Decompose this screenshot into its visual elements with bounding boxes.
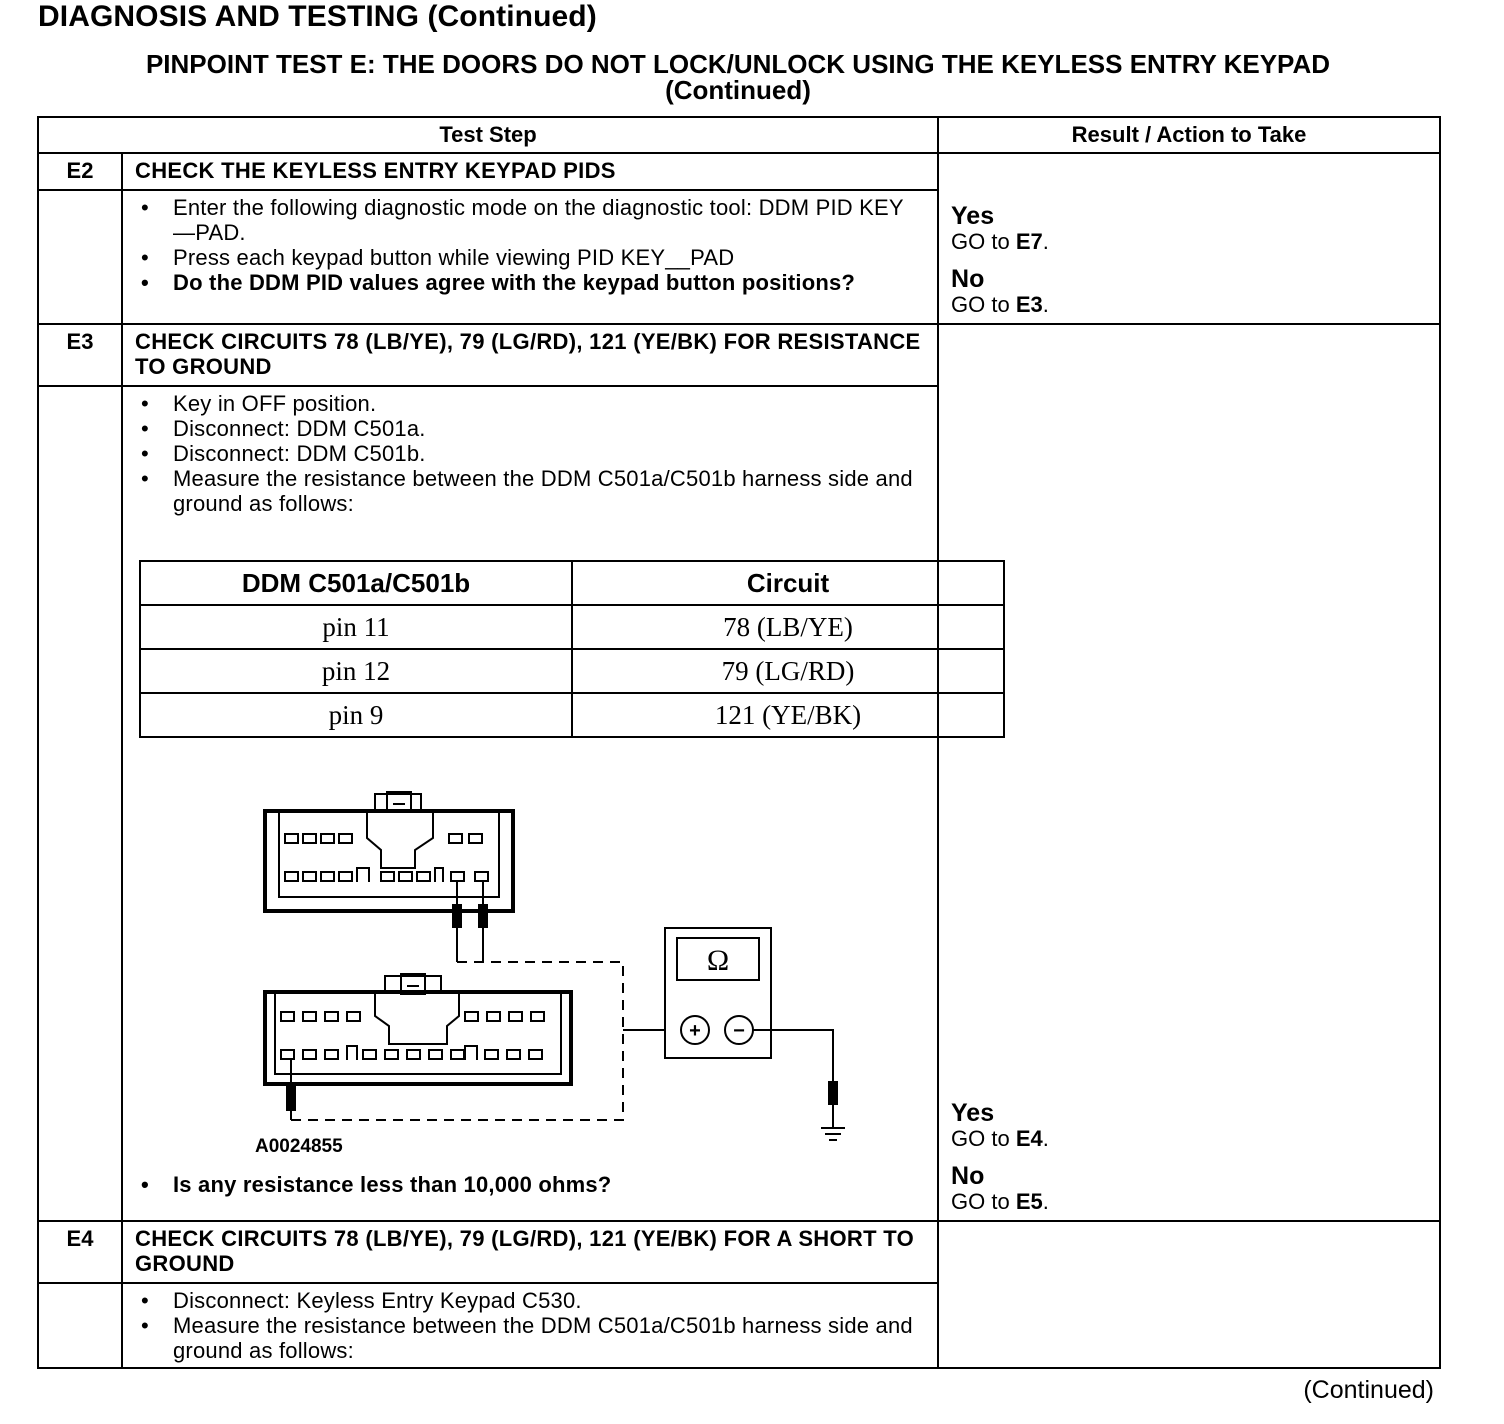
pin-cell: pin 9 <box>140 693 572 737</box>
list-item: • Measure the resistance between the DDM C501a/C501b harness side and ground as follows: <box>135 1313 923 1363</box>
step-e2-result <box>938 153 1440 324</box>
test-title-line1: PINPOINT TEST E: THE DOORS DO NOT LOCK/UNLOCK USING THE KEYLESS ENTRY KEYPAD <box>145 49 1331 79</box>
result-no-label: No <box>951 265 985 293</box>
connector-c501b-icon <box>265 974 571 1084</box>
result-block <box>939 203 1049 317</box>
ground-icon <box>821 1128 845 1140</box>
list-item: • Do the DDM PID values agree with the keypad button positions? <box>135 270 923 295</box>
result-no-action: GO to E3. <box>951 292 1049 317</box>
step-e2-header-row <box>38 153 1440 190</box>
circuit-cell: 121 (YE/BK) <box>572 693 1004 737</box>
table-row <box>140 693 1004 737</box>
header-result: Result / Action to Take <box>938 117 1440 153</box>
step-title: CHECK THE KEYLESS ENTRY KEYPAD PIDS <box>122 153 938 190</box>
result-no-label: No <box>951 1162 985 1190</box>
step-e4-header-row <box>38 1221 1440 1283</box>
list-item: • Press each keypad button while viewing PID KEY__PAD <box>135 245 923 270</box>
circuit-header: Circuit <box>572 561 1004 605</box>
figure-id: A0024855 <box>255 1136 343 1157</box>
pin-circuit-table <box>139 560 1005 738</box>
step-id: E2 <box>38 153 122 190</box>
minus-terminal: − <box>733 1020 745 1042</box>
result-yes-label: Yes <box>951 1099 995 1127</box>
list-item: • Key in OFF position. <box>135 391 923 416</box>
result-yes-label: Yes <box>951 202 995 230</box>
pin-cell: pin 11 <box>140 605 572 649</box>
pin-cell: pin 12 <box>140 649 572 693</box>
step-bullet-list <box>135 1288 923 1363</box>
table-header-row <box>38 117 1440 153</box>
step-bullet-list <box>135 195 923 295</box>
step-title: CHECK CIRCUITS 78 (LB/YE), 79 (LG/RD), 121 (YE/BK) FOR RESISTANCE TO GROUND <box>122 324 938 386</box>
result-yes-action: GO to E4. <box>951 1126 1049 1151</box>
table-row <box>140 649 1004 693</box>
step-body <box>122 1283 938 1368</box>
result-no-action: GO to E5. <box>951 1189 1049 1214</box>
list-item: • Disconnect: Keyless Entry Keypad C530. <box>135 1288 923 1313</box>
step-question <box>135 1172 923 1197</box>
step-e4-result <box>938 1221 1440 1368</box>
step-title: CHECK CIRCUITS 78 (LB/YE), 79 (LG/RD), 121 (YE/BK) FOR A SHORT TO GROUND <box>122 1221 938 1283</box>
pin-header: DDM C501a/C501b <box>140 561 572 605</box>
result-yes-action: GO to E7. <box>951 229 1049 254</box>
result-block <box>939 1100 1049 1214</box>
connector-measurement-diagram <box>135 790 915 1170</box>
pin-table-header <box>140 561 1004 605</box>
step-id: E4 <box>38 1221 122 1283</box>
plus-terminal: + <box>689 1020 701 1042</box>
list-item: • Measure the resistance between the DDM C501a/C501b harness side and ground as follows: <box>135 466 923 516</box>
header-test-step: Test Step <box>38 117 938 153</box>
circuit-cell: 79 (LG/RD) <box>572 649 1004 693</box>
list-item: • Enter the following diagnostic mode on the diagnostic tool: DDM PID KEY—PAD. <box>135 195 923 245</box>
circuit-cell: 78 (LB/YE) <box>572 605 1004 649</box>
step-body <box>122 386 938 1221</box>
step-body <box>122 190 938 324</box>
table-row <box>140 605 1004 649</box>
pinpoint-test-title <box>38 51 1438 103</box>
diagnostic-table <box>37 116 1441 1369</box>
page-title: DIAGNOSIS AND TESTING (Continued) <box>38 0 597 33</box>
continued-footer: (Continued) <box>1303 1376 1434 1404</box>
ohm-symbol: Ω <box>706 944 730 977</box>
test-title-line2: (Continued) <box>665 75 811 105</box>
list-item: • Disconnect: DDM C501a. <box>135 416 923 441</box>
step-bullet-list <box>135 391 923 516</box>
list-item: • Disconnect: DDM C501b. <box>135 441 923 466</box>
step-e3-result <box>938 324 1440 1221</box>
step-e3-header-row <box>38 324 1440 386</box>
step-id: E3 <box>38 324 122 386</box>
connector-c501a-icon <box>265 792 513 911</box>
list-item: • Is any resistance less than 10,000 ohms? <box>135 1172 923 1197</box>
